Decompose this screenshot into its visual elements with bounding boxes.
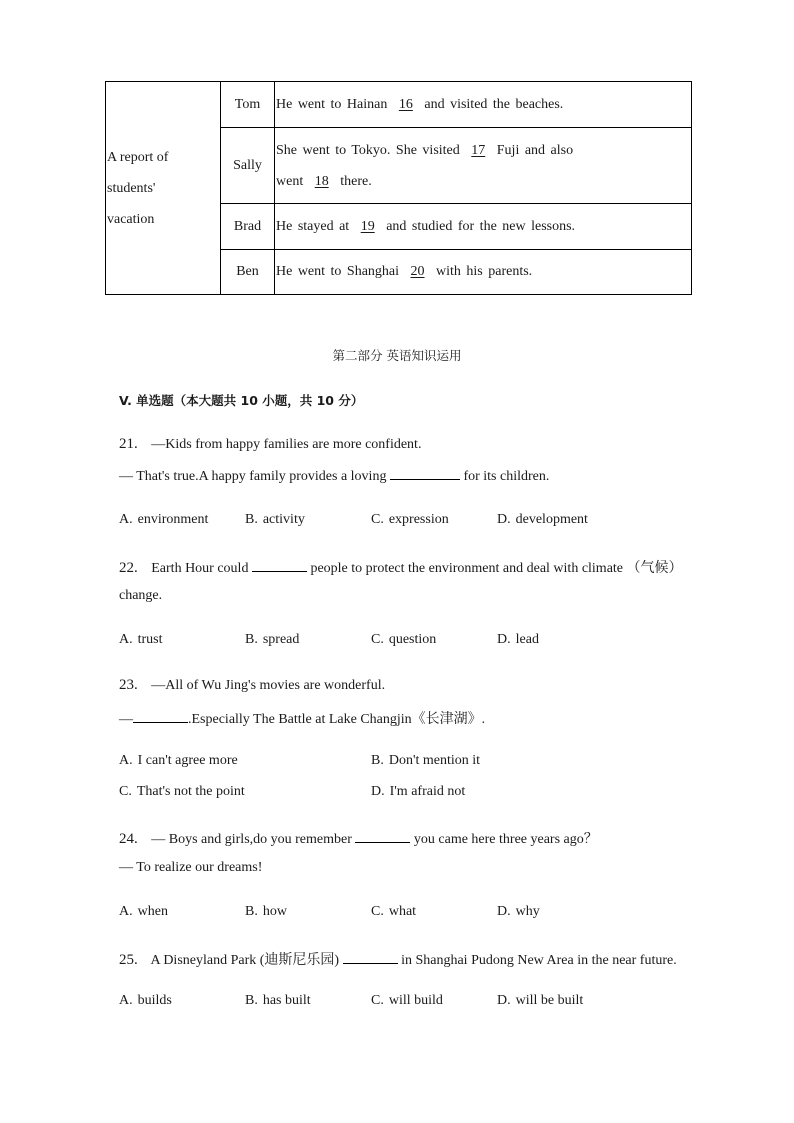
section-heading: V. 单选题（本大题共 10 小题，共 10 分） bbox=[119, 393, 364, 408]
report-text: He went to Hainan bbox=[276, 96, 388, 112]
question-24-line2: — To realize our dreams! bbox=[119, 860, 263, 875]
question-number: 25. bbox=[119, 952, 138, 968]
blank-19[interactable]: 19 bbox=[360, 218, 375, 234]
report-text: with his parents. bbox=[436, 264, 533, 279]
report-text: Fuji and also bbox=[496, 142, 574, 158]
option-a[interactable] bbox=[119, 753, 238, 769]
answer-blank[interactable] bbox=[252, 560, 307, 572]
question-23-line2 bbox=[119, 708, 485, 728]
report-text-tom bbox=[275, 82, 692, 128]
blank-17[interactable]: 17 bbox=[471, 142, 486, 158]
table-row bbox=[106, 82, 692, 128]
question-23-stem bbox=[119, 677, 385, 694]
option-letter: B. bbox=[371, 753, 384, 768]
option-text: has built bbox=[262, 993, 311, 1008]
option-a[interactable] bbox=[119, 904, 168, 920]
option-text: what bbox=[388, 904, 417, 919]
option-text: activity bbox=[262, 512, 305, 527]
report-text: and studied for the new lessons. bbox=[386, 218, 576, 234]
question-number: 22. bbox=[119, 560, 138, 576]
report-text-ben bbox=[275, 250, 692, 295]
option-a[interactable] bbox=[119, 512, 208, 528]
answer-blank[interactable] bbox=[355, 831, 410, 843]
option-letter: D. bbox=[497, 904, 511, 919]
option-letter: B. bbox=[245, 632, 258, 647]
option-letter: A. bbox=[119, 512, 133, 527]
question-text: — bbox=[119, 712, 133, 727]
question-number: 23. bbox=[119, 677, 138, 693]
option-letter: C. bbox=[119, 784, 132, 799]
option-letter: B. bbox=[245, 904, 258, 919]
option-a[interactable] bbox=[119, 632, 163, 648]
question-text: in Shanghai Pudong New Area in the near future. bbox=[401, 953, 677, 968]
question-22-line2: change. bbox=[119, 588, 163, 603]
option-d[interactable] bbox=[497, 632, 539, 648]
report-text: there. bbox=[340, 173, 372, 189]
answer-blank[interactable] bbox=[133, 711, 188, 723]
report-text: She went to Tokyo. She visited bbox=[276, 142, 460, 158]
option-text: I can't agree more bbox=[137, 753, 238, 768]
question-text: .Especially The Battle at Lake Changjin《长津湖》. bbox=[188, 712, 486, 727]
option-b[interactable] bbox=[245, 512, 305, 528]
option-c[interactable] bbox=[119, 784, 245, 800]
option-d[interactable] bbox=[497, 904, 540, 920]
question-number: 24. bbox=[119, 831, 138, 847]
option-letter: D. bbox=[497, 512, 511, 527]
option-text: expression bbox=[388, 512, 449, 527]
question-text: — Boys and girls,do you remember bbox=[151, 832, 352, 847]
option-c[interactable] bbox=[371, 993, 443, 1009]
report-text: He stayed at bbox=[276, 218, 350, 234]
option-letter: C. bbox=[371, 904, 384, 919]
option-b[interactable] bbox=[371, 753, 480, 769]
option-b[interactable] bbox=[245, 632, 299, 648]
report-text-brad bbox=[275, 204, 692, 250]
section-title: 第二部分 英语知识运用 bbox=[332, 348, 462, 363]
option-text: development bbox=[515, 512, 588, 527]
question-text: A Disneyland Park (迪斯尼乐园) bbox=[150, 953, 340, 968]
question-25-stem bbox=[119, 949, 677, 969]
answer-blank[interactable] bbox=[343, 952, 398, 964]
report-text: and visited the beaches. bbox=[424, 96, 564, 112]
report-label-line: students' bbox=[107, 180, 156, 196]
option-d[interactable] bbox=[497, 512, 588, 528]
option-text: will be built bbox=[515, 993, 584, 1008]
option-c[interactable] bbox=[371, 904, 416, 920]
option-letter: C. bbox=[371, 632, 384, 647]
option-text: lead bbox=[515, 632, 539, 647]
option-text: trust bbox=[137, 632, 163, 647]
option-b[interactable] bbox=[245, 993, 311, 1009]
student-name-brad: Brad bbox=[221, 204, 275, 250]
option-letter: A. bbox=[119, 632, 133, 647]
option-letter: A. bbox=[119, 993, 133, 1008]
option-text: That's not the point bbox=[136, 784, 245, 799]
question-text: —All of Wu Jing's movies are wonderful. bbox=[151, 678, 386, 693]
blank-16[interactable]: 16 bbox=[398, 96, 413, 112]
option-letter: D. bbox=[371, 784, 385, 799]
student-name-tom: Tom bbox=[221, 82, 275, 128]
option-text: question bbox=[388, 632, 437, 647]
report-label-line: A report of bbox=[107, 149, 169, 165]
option-text: when bbox=[137, 904, 168, 919]
question-number: 21. bbox=[119, 436, 138, 452]
option-text: spread bbox=[262, 632, 300, 647]
question-22-stem bbox=[119, 557, 683, 577]
option-letter: B. bbox=[245, 512, 258, 527]
option-letter: A. bbox=[119, 904, 133, 919]
question-text: you came here three years ago？ bbox=[413, 832, 598, 847]
option-letter: D. bbox=[497, 993, 511, 1008]
report-label-cell bbox=[106, 82, 221, 295]
report-label-line: vacation bbox=[107, 211, 155, 227]
blank-18[interactable]: 18 bbox=[314, 173, 329, 189]
vacation-report-table bbox=[105, 81, 692, 295]
option-b[interactable] bbox=[245, 904, 287, 920]
report-text-sally bbox=[275, 128, 692, 204]
question-21-stem bbox=[119, 436, 421, 453]
blank-20[interactable]: 20 bbox=[410, 264, 425, 279]
option-letter: C. bbox=[371, 993, 384, 1008]
student-name-ben: Ben bbox=[221, 250, 275, 295]
option-letter: D. bbox=[497, 632, 511, 647]
report-text: He went to Shanghai bbox=[276, 264, 400, 279]
answer-blank[interactable] bbox=[390, 468, 460, 480]
option-text: Don't mention it bbox=[388, 753, 481, 768]
option-letter: B. bbox=[245, 993, 258, 1008]
option-text: why bbox=[515, 904, 540, 919]
option-letter: C. bbox=[371, 512, 384, 527]
option-text: I'm afraid not bbox=[389, 784, 466, 799]
option-a[interactable] bbox=[119, 993, 172, 1009]
question-21-line2 bbox=[119, 468, 549, 485]
option-d[interactable] bbox=[497, 993, 583, 1009]
option-letter: A. bbox=[119, 753, 133, 768]
question-text: — That's true.A happy family provides a loving bbox=[119, 469, 387, 484]
option-text: builds bbox=[137, 993, 172, 1008]
option-c[interactable] bbox=[371, 512, 449, 528]
question-text: for its children. bbox=[463, 469, 550, 484]
question-text: —Kids from happy families are more confident. bbox=[151, 437, 422, 452]
option-text: environment bbox=[137, 512, 209, 527]
option-d[interactable] bbox=[371, 784, 465, 800]
question-text: people to protect the environment and deal with climate （气候） bbox=[310, 561, 683, 576]
option-c[interactable] bbox=[371, 632, 436, 648]
question-24-stem bbox=[119, 828, 598, 848]
option-text: will build bbox=[388, 993, 443, 1008]
option-text: how bbox=[262, 904, 287, 919]
question-text: Earth Hour could bbox=[151, 561, 249, 576]
student-name-sally: Sally bbox=[221, 128, 275, 204]
report-text: went bbox=[276, 173, 304, 189]
